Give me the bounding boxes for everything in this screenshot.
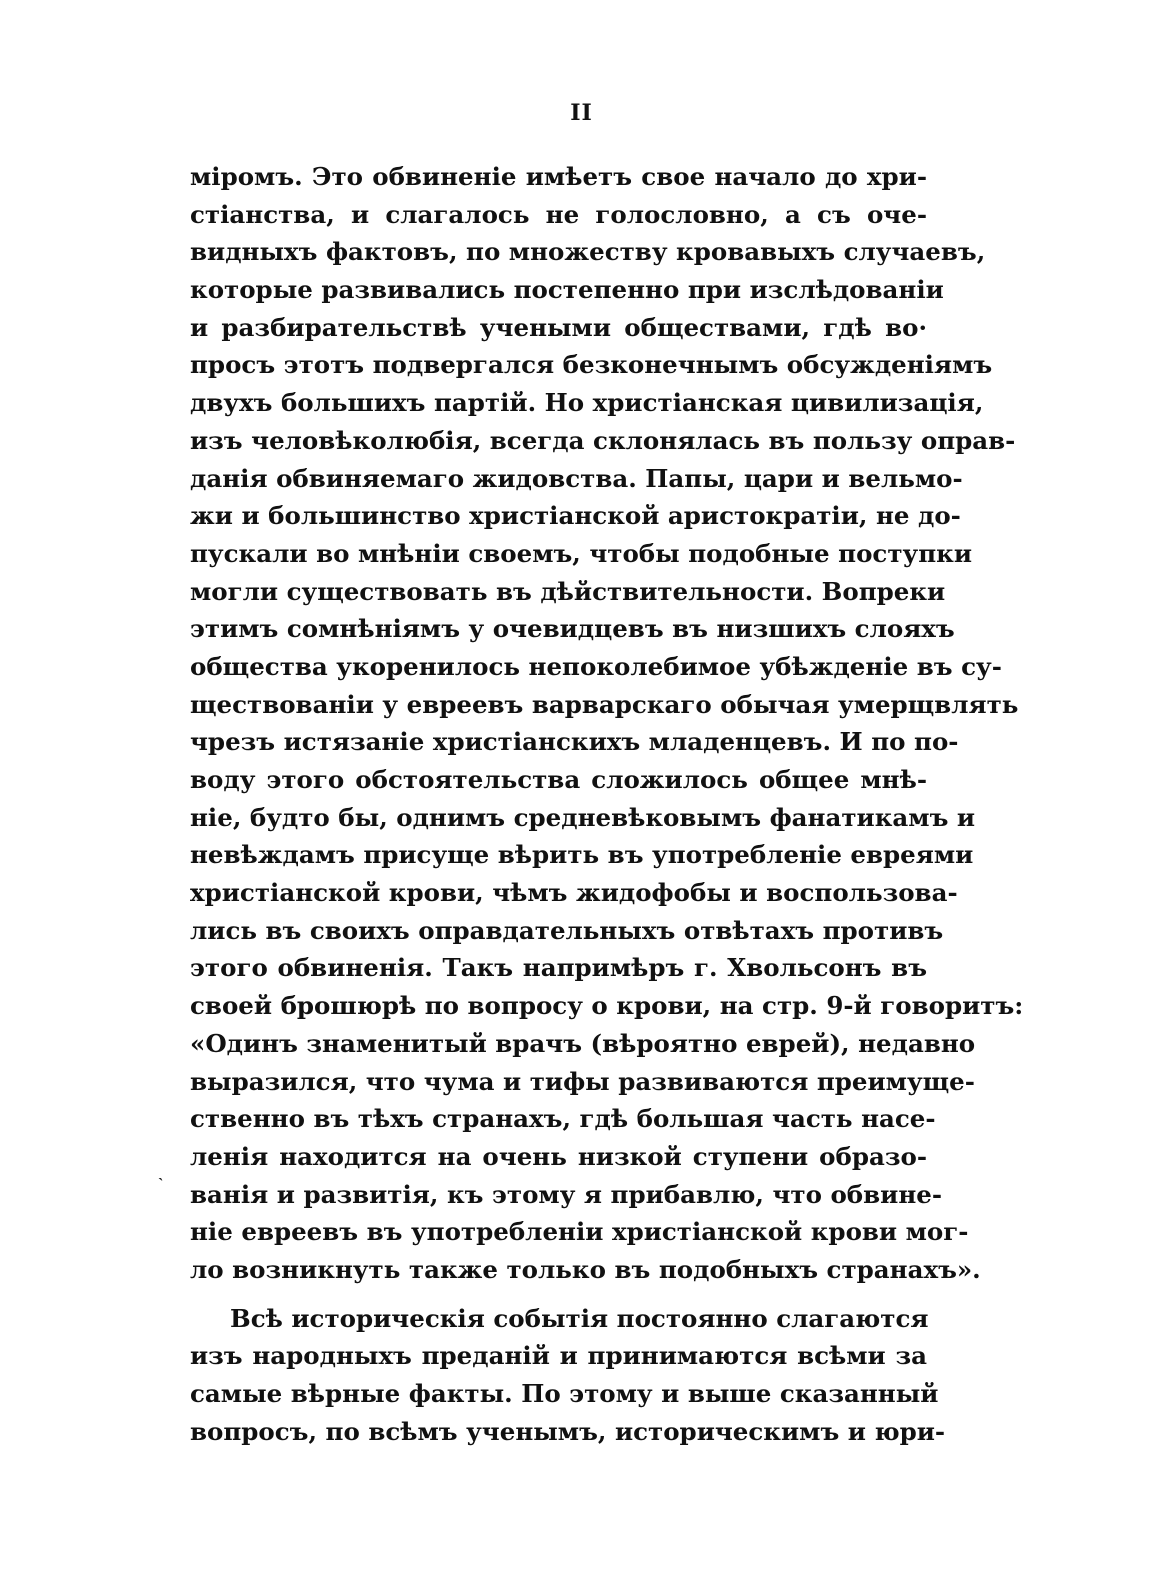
text-line: этимъ сомнѣніямъ у очевидцевъ въ низшихъ слояхъ [190,614,955,644]
text-line: ніе евреевъ въ употребленіи христіанской крови мог- [190,1217,969,1247]
text-line: міромъ. Это обвиненіе имѣетъ свое начало до хри- [190,162,927,191]
text-line: своей брошюрѣ по вопросу о крови, на стр. 9-й говоритъ: [190,991,1024,1021]
text-line: просъ этотъ подвергался безконечнымъ обсужденіямъ [190,350,993,380]
text-line: которые развивались постепенно при изслѣдованіи [190,275,944,305]
text-line: видныхъ фактовъ, по множеству кровавыхъ случаевъ, [190,237,986,267]
text-line: чрезъ истязаніе христіанскихъ младенцевъ. И по по- [190,727,959,757]
text-line: изъ человѣколюбія, всегда склонялась въ пользу оправ- [190,425,1016,455]
text-line: воду этого обстоятельства сложилось общее мнѣ- [190,765,927,794]
paragraph-2 [190,1300,946,1451]
text-line: невѣждамъ присуще вѣрить въ употребленіе евреями [190,840,974,870]
text-line: вопросъ, по всѣмъ ученымъ, историческимъ и юри- [190,1416,946,1446]
text-line: ло возникнуть также только въ подобныхъ странахъ». [190,1254,981,1284]
margin-mark: ˎ [158,1162,164,1181]
text-line: общества укоренилось непоколебимое убѣжденіе въ су- [190,651,1002,681]
text-line: жи и большинство христіанской аристократіи, не до- [190,501,961,531]
text-line: ніе, будто бы, однимъ средневѣковымъ фанатикамъ и [190,802,976,832]
body-text [190,158,1024,1450]
text-line: ственно въ тѣхъ странахъ, гдѣ большая часть насе- [190,1104,936,1134]
text-line: самые вѣрные факты. По этому и выше сказанный [190,1379,939,1408]
text-line: могли существовать въ дѣйствительности. Вопреки [190,576,946,606]
text-line: данія обвиняемаго жидовства. Папы, цари и вельмо- [190,463,963,493]
text-line: ленія находится на очень низкой ступени образо- [190,1141,927,1171]
text-line: выразился, что чума и тифы развиваются преимуще- [190,1066,975,1096]
text-line: «Одинъ знаменитый врачъ (вѣроятно еврей), недавно [190,1028,976,1058]
text-line: лись въ своихъ оправдательныхъ отвѣтахъ противъ [190,915,944,945]
text-line: стіанства, и слагалось не голословно, а съ оче- [190,199,927,229]
text-line: христіанской крови, чѣмъ жидофобы и воспользова- [190,878,958,908]
text-line: изъ народныхъ преданій и принимаются всѣми за [190,1341,927,1371]
page-number: II [570,100,593,126]
paragraph-gap [190,1289,927,1300]
text-line: Всѣ историческія событія постоянно слагаются [230,1303,929,1333]
text-line: ществованіи у евреевъ варварскаго обычая умерщвлять [190,689,1019,719]
text-line: этого обвиненія. Такъ напримѣръ г. Хвольсонъ въ [190,953,927,983]
text-line: и разбирательствѣ учеными обществами, гдѣ во· [190,312,927,342]
text-line: ванія и развитія, къ этому я прибавлю, что обвине- [190,1179,943,1209]
text-line: двухъ большихъ партій. Но христіанская цивилизація, [190,388,984,418]
paragraph-1 [190,158,1024,1289]
text-line: пускали во мнѣніи своемъ, чтобы подобные поступки [190,538,972,568]
